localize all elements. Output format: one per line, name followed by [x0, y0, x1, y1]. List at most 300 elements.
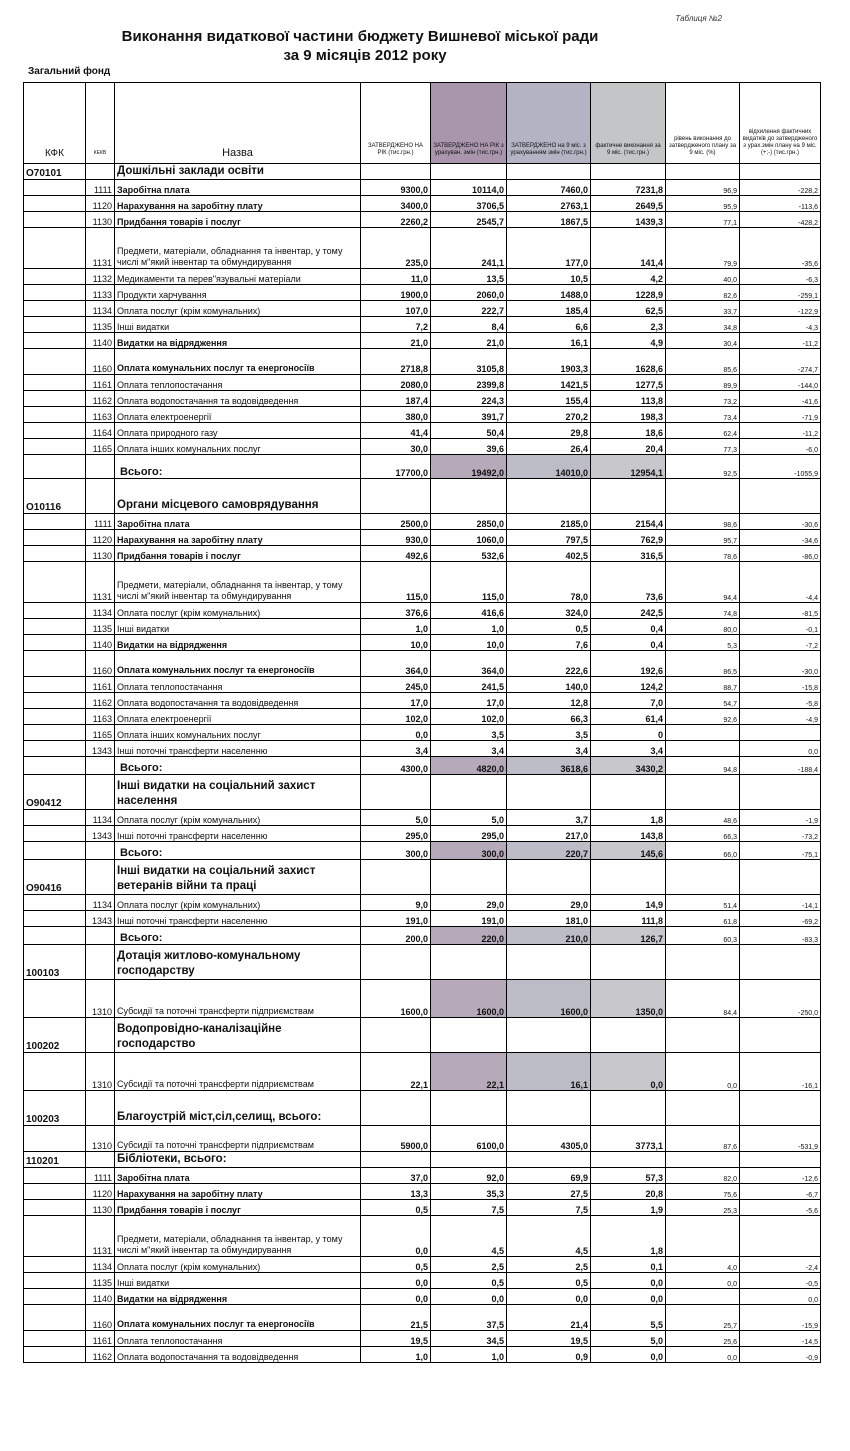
kfk-code	[24, 1200, 86, 1216]
kfk-code	[24, 1216, 86, 1257]
kekv-code: 1135	[86, 1273, 115, 1289]
cell-approved-year: 11,0	[361, 269, 431, 285]
cell-approved-year-changes: 7,5	[431, 1200, 507, 1216]
kekv-code: 1163	[86, 407, 115, 423]
group-row	[24, 860, 821, 895]
kekv-code: 1140	[86, 1289, 115, 1305]
cell-execution-pct: 51,4	[666, 895, 740, 911]
kekv-code: 1111	[86, 180, 115, 196]
document-title	[0, 27, 720, 65]
cell-approved-year-changes	[431, 1018, 507, 1053]
cell-approved-year: 3,4	[361, 741, 431, 757]
cell-execution-pct: 62,4	[666, 423, 740, 439]
kfk-code	[24, 455, 86, 479]
cell-approved-9m	[507, 1018, 591, 1053]
item-name: Оплата електроенергії	[115, 709, 361, 725]
cell-approved-year-changes	[431, 164, 507, 180]
cell-approved-year-changes: 0,5	[431, 1273, 507, 1289]
item-name: Предмети, матеріали, обладнання та інвентар, у тому числі м"який інвентар та обмундирування	[115, 1216, 361, 1257]
item-name: Оплата комунальних послуг та енергоносіїв	[115, 349, 361, 375]
cell-deviation	[740, 479, 821, 514]
cell-actual-9m	[591, 1152, 666, 1168]
group-row	[24, 1091, 821, 1126]
kekv-code: 1135	[86, 619, 115, 635]
cell-approved-9m: 185,4	[507, 301, 591, 317]
cell-deviation: -6,0	[740, 439, 821, 455]
kfk-code	[24, 693, 86, 709]
cell-approved-9m: 3,4	[507, 741, 591, 757]
cell-approved-year-changes	[431, 1091, 507, 1126]
kekv-code: 1160	[86, 651, 115, 677]
kekv-code: 1133	[86, 285, 115, 301]
cell-approved-year-changes: 391,7	[431, 407, 507, 423]
kfk-code	[24, 826, 86, 842]
cell-actual-9m: 4,2	[591, 269, 666, 285]
kfk-code	[24, 635, 86, 651]
table-row	[24, 228, 821, 269]
cell-execution-pct: 25,6	[666, 1331, 740, 1347]
table-row	[24, 546, 821, 562]
item-name: Видатки на відрядження	[115, 1289, 361, 1305]
cell-actual-9m	[591, 479, 666, 514]
item-name: Нарахування на заробітну плату	[115, 530, 361, 546]
cell-approved-9m: 7,5	[507, 1200, 591, 1216]
kfk-code	[24, 1168, 86, 1184]
cell-actual-9m: 1,8	[591, 810, 666, 826]
cell-approved-year-changes: 39,6	[431, 439, 507, 455]
cell-deviation: -14,5	[740, 1331, 821, 1347]
cell-approved-year: 2718,8	[361, 349, 431, 375]
kfk-code	[24, 1257, 86, 1273]
cell-approved-9m	[507, 479, 591, 514]
cell-execution-pct: 86,5	[666, 651, 740, 677]
table-row	[24, 677, 821, 693]
cell-actual-9m: 14,9	[591, 895, 666, 911]
total-label: Всього:	[115, 757, 361, 775]
cell-approved-year: 9,0	[361, 895, 431, 911]
item-name: Субсидії та поточні трансферти підприємствам	[115, 1053, 361, 1091]
kfk-code	[24, 619, 86, 635]
kekv-code: 1140	[86, 333, 115, 349]
cell-approved-year-changes: 19492,0	[431, 455, 507, 479]
kfk-code	[24, 180, 86, 196]
cell-execution-pct: 96,9	[666, 180, 740, 196]
cell-approved-year: 17,0	[361, 693, 431, 709]
cell-execution-pct	[666, 1018, 740, 1053]
kfk-code	[24, 677, 86, 693]
cell-approved-year: 300,0	[361, 842, 431, 860]
cell-deviation: -15,8	[740, 677, 821, 693]
kekv-code: 1160	[86, 349, 115, 375]
table-row	[24, 741, 821, 757]
cell-actual-9m: 2,3	[591, 317, 666, 333]
cell-approved-9m: 0,5	[507, 1273, 591, 1289]
item-name: Інші видатки	[115, 317, 361, 333]
cell-actual-9m: 1,8	[591, 1216, 666, 1257]
item-name: Інші поточні трансферти населенню	[115, 826, 361, 842]
cell-approved-year: 19,5	[361, 1331, 431, 1347]
cell-actual-9m: 3430,2	[591, 757, 666, 775]
cell-approved-9m: 155,4	[507, 391, 591, 407]
cell-execution-pct	[666, 741, 740, 757]
cell-deviation	[740, 860, 821, 895]
cell-actual-9m	[591, 945, 666, 980]
cell-deviation	[740, 1216, 821, 1257]
group-name: Інші видатки на соціальний захист ветеранів війни та праці	[115, 860, 361, 895]
cell-approved-year: 10,0	[361, 635, 431, 651]
cell-approved-year: 30,0	[361, 439, 431, 455]
cell-deviation: 0,0	[740, 1289, 821, 1305]
table-row	[24, 439, 821, 455]
cell-approved-9m: 3,5	[507, 725, 591, 741]
kfk-code	[24, 375, 86, 391]
cell-deviation: -5,8	[740, 693, 821, 709]
cell-approved-9m: 2763,1	[507, 196, 591, 212]
cell-actual-9m: 3,4	[591, 741, 666, 757]
cell-execution-pct: 92,5	[666, 455, 740, 479]
table-row	[24, 349, 821, 375]
cell-execution-pct: 60,3	[666, 927, 740, 945]
col-approved-9m: ЗАТВЕРДЖЕНО на 9 міс. з урахуванням змін (тис.грн.)	[507, 83, 591, 164]
kfk-code	[24, 1184, 86, 1200]
cell-execution-pct: 75,6	[666, 1184, 740, 1200]
cell-execution-pct: 79,9	[666, 228, 740, 269]
cell-execution-pct: 33,7	[666, 301, 740, 317]
cell-approved-year: 0,5	[361, 1200, 431, 1216]
group-name: Бібліотеки, всього:	[115, 1152, 361, 1168]
cell-execution-pct: 95,9	[666, 196, 740, 212]
cell-approved-9m	[507, 860, 591, 895]
cell-deviation: -7,2	[740, 635, 821, 651]
cell-approved-year-changes: 22,1	[431, 1053, 507, 1091]
cell-approved-9m: 10,5	[507, 269, 591, 285]
cell-actual-9m: 0,4	[591, 635, 666, 651]
cell-actual-9m: 18,6	[591, 423, 666, 439]
cell-actual-9m: 242,5	[591, 603, 666, 619]
kfk-code	[24, 349, 86, 375]
cell-deviation: -12,6	[740, 1168, 821, 1184]
table-row	[24, 317, 821, 333]
cell-actual-9m	[591, 1018, 666, 1053]
group-row	[24, 1152, 821, 1168]
group-row	[24, 775, 821, 810]
cell-execution-pct: 4,0	[666, 1257, 740, 1273]
kfk-code	[24, 212, 86, 228]
cell-approved-9m: 270,2	[507, 407, 591, 423]
cell-approved-year-changes: 241,1	[431, 228, 507, 269]
cell-approved-year-changes: 3,5	[431, 725, 507, 741]
cell-actual-9m: 126,7	[591, 927, 666, 945]
item-name: Оплата водопостачання та водовідведення	[115, 1347, 361, 1363]
cell-actual-9m: 1277,5	[591, 375, 666, 391]
cell-deviation: -122,9	[740, 301, 821, 317]
cell-approved-9m	[507, 1152, 591, 1168]
cell-actual-9m: 20,8	[591, 1184, 666, 1200]
kekv-code: 1161	[86, 677, 115, 693]
kfk-code: 110201	[24, 1152, 86, 1168]
cell-approved-9m: 27,5	[507, 1184, 591, 1200]
cell-approved-year	[361, 945, 431, 980]
kfk-code	[24, 391, 86, 407]
cell-execution-pct: 80,0	[666, 619, 740, 635]
cell-approved-9m: 69,9	[507, 1168, 591, 1184]
cell-approved-year-changes: 115,0	[431, 562, 507, 603]
table-body	[24, 164, 821, 1363]
cell-approved-year: 235,0	[361, 228, 431, 269]
cell-approved-9m: 797,5	[507, 530, 591, 546]
cell-approved-9m: 12,8	[507, 693, 591, 709]
cell-deviation: -2,4	[740, 1257, 821, 1273]
col-kekv: КЕКВ	[86, 83, 115, 164]
cell-approved-9m: 222,6	[507, 651, 591, 677]
col-name: Назва	[115, 83, 361, 164]
item-name: Придбання товарів і послуг	[115, 212, 361, 228]
kfk-code	[24, 530, 86, 546]
cell-approved-9m	[507, 945, 591, 980]
kekv-code: 1134	[86, 895, 115, 911]
cell-approved-9m: 0,9	[507, 1347, 591, 1363]
table-row	[24, 826, 821, 842]
cell-execution-pct: 87,6	[666, 1126, 740, 1152]
cell-actual-9m: 145,6	[591, 842, 666, 860]
kekv-code: 1163	[86, 709, 115, 725]
item-name: Нарахування на заробітну плату	[115, 196, 361, 212]
col-deviation: відхилення фактичних видатків до затвердженого з урах.змін плану на 9 міс. (+;-) (тис.грн.)	[740, 83, 821, 164]
cell-actual-9m: 111,8	[591, 911, 666, 927]
cell-execution-pct: 5,3	[666, 635, 740, 651]
item-name: Заробітна плата	[115, 180, 361, 196]
cell-approved-9m: 177,0	[507, 228, 591, 269]
total-row	[24, 757, 821, 775]
cell-approved-year: 0,0	[361, 725, 431, 741]
cell-actual-9m: 0	[591, 725, 666, 741]
cell-approved-9m: 3,7	[507, 810, 591, 826]
cell-approved-9m: 21,4	[507, 1305, 591, 1331]
cell-approved-year: 0,0	[361, 1289, 431, 1305]
item-name: Інші поточні трансферти населенню	[115, 911, 361, 927]
table-row	[24, 562, 821, 603]
item-name: Оплата послуг (крім комунальних)	[115, 895, 361, 911]
kekv-code: 1140	[86, 635, 115, 651]
cell-approved-year: 115,0	[361, 562, 431, 603]
kekv-code: 1162	[86, 693, 115, 709]
total-row	[24, 455, 821, 479]
kekv-code	[86, 1152, 115, 1168]
cell-deviation: -14,1	[740, 895, 821, 911]
kfk-code	[24, 1289, 86, 1305]
cell-approved-year-changes: 295,0	[431, 826, 507, 842]
kekv-code: 1134	[86, 603, 115, 619]
item-name: Продукти харчування	[115, 285, 361, 301]
cell-actual-9m: 0,0	[591, 1347, 666, 1363]
cell-execution-pct: 61,8	[666, 911, 740, 927]
cell-approved-year: 0,0	[361, 1216, 431, 1257]
cell-actual-9m: 57,3	[591, 1168, 666, 1184]
kfk-code	[24, 1273, 86, 1289]
cell-execution-pct: 30,4	[666, 333, 740, 349]
table-row	[24, 391, 821, 407]
table-row	[24, 423, 821, 439]
cell-execution-pct: 0,0	[666, 1347, 740, 1363]
cell-approved-9m: 19,5	[507, 1331, 591, 1347]
cell-approved-year-changes: 6100,0	[431, 1126, 507, 1152]
kfk-code	[24, 1331, 86, 1347]
cell-actual-9m: 2649,5	[591, 196, 666, 212]
cell-deviation: -531,9	[740, 1126, 821, 1152]
cell-approved-year: 0,0	[361, 1273, 431, 1289]
cell-approved-year-changes: 2850,0	[431, 514, 507, 530]
item-name: Субсидії та поточні трансферти підприємствам	[115, 980, 361, 1018]
item-name: Предмети, матеріали, обладнання та інвентар, у тому числі м"який інвентар та обмундирування	[115, 228, 361, 269]
kfk-code	[24, 810, 86, 826]
cell-execution-pct: 40,0	[666, 269, 740, 285]
kfk-code	[24, 927, 86, 945]
cell-approved-year-changes: 4820,0	[431, 757, 507, 775]
table-row	[24, 1184, 821, 1200]
title-line-1: Виконання видаткової частини бюджету Вишневої міської ради	[121, 28, 599, 45]
cell-actual-9m: 2154,4	[591, 514, 666, 530]
item-name: Оплата природного газу	[115, 423, 361, 439]
cell-actual-9m: 1628,6	[591, 349, 666, 375]
cell-approved-year-changes: 300,0	[431, 842, 507, 860]
cell-actual-9m: 316,5	[591, 546, 666, 562]
cell-deviation	[740, 1018, 821, 1053]
table-row	[24, 196, 821, 212]
table-row	[24, 1126, 821, 1152]
cell-approved-year-changes: 3706,5	[431, 196, 507, 212]
cell-approved-year-changes	[431, 1152, 507, 1168]
cell-deviation: -83,3	[740, 927, 821, 945]
cell-approved-year-changes	[431, 945, 507, 980]
cell-approved-year	[361, 860, 431, 895]
kekv-code: 1161	[86, 375, 115, 391]
cell-execution-pct: 95,7	[666, 530, 740, 546]
cell-actual-9m: 62,5	[591, 301, 666, 317]
cell-execution-pct	[666, 479, 740, 514]
cell-actual-9m: 1439,3	[591, 212, 666, 228]
kfk-code	[24, 228, 86, 269]
cell-approved-year-changes: 224,3	[431, 391, 507, 407]
col-actual-9m: фактичне виконання за 9 міс. (тис.грн.)	[591, 83, 666, 164]
table-row	[24, 1168, 821, 1184]
cell-approved-year	[361, 775, 431, 810]
kfk-code	[24, 1305, 86, 1331]
table-row	[24, 1273, 821, 1289]
kekv-code: 1130	[86, 1200, 115, 1216]
item-name: Заробітна плата	[115, 1168, 361, 1184]
cell-actual-9m: 192,6	[591, 651, 666, 677]
item-name: Оплата комунальних послуг та енергоносіїв	[115, 1305, 361, 1331]
cell-actual-9m: 73,6	[591, 562, 666, 603]
cell-deviation: -4,4	[740, 562, 821, 603]
cell-approved-9m: 220,7	[507, 842, 591, 860]
item-name: Нарахування на заробітну плату	[115, 1184, 361, 1200]
cell-deviation: -113,6	[740, 196, 821, 212]
item-name: Інші видатки	[115, 619, 361, 635]
kekv-code: 1162	[86, 391, 115, 407]
cell-approved-year-changes: 1600,0	[431, 980, 507, 1018]
table-row	[24, 1331, 821, 1347]
cell-deviation: -0,1	[740, 619, 821, 635]
cell-approved-year	[361, 1018, 431, 1053]
cell-execution-pct	[666, 1289, 740, 1305]
cell-approved-year: 200,0	[361, 927, 431, 945]
cell-approved-year-changes: 29,0	[431, 895, 507, 911]
table-row	[24, 1347, 821, 1363]
table-row	[24, 1053, 821, 1091]
table-row	[24, 1257, 821, 1273]
cell-approved-year-changes: 1060,0	[431, 530, 507, 546]
table-row	[24, 619, 821, 635]
group-name: Дошкільні заклади освіти	[115, 164, 361, 180]
cell-deviation: -30,6	[740, 514, 821, 530]
cell-approved-year-changes: 532,6	[431, 546, 507, 562]
kfk-code	[24, 651, 86, 677]
cell-approved-9m: 1600,0	[507, 980, 591, 1018]
cell-approved-year-changes	[431, 860, 507, 895]
cell-approved-year: 245,0	[361, 677, 431, 693]
cell-deviation: -1,9	[740, 810, 821, 826]
total-label: Всього:	[115, 455, 361, 479]
kekv-code: 1131	[86, 228, 115, 269]
cell-execution-pct: 77,3	[666, 439, 740, 455]
cell-approved-year: 2260,2	[361, 212, 431, 228]
cell-approved-9m: 217,0	[507, 826, 591, 842]
cell-deviation: -0,5	[740, 1273, 821, 1289]
cell-approved-9m: 210,0	[507, 927, 591, 945]
cell-deviation	[740, 1152, 821, 1168]
cell-execution-pct: 78,6	[666, 546, 740, 562]
cell-actual-9m: 198,3	[591, 407, 666, 423]
cell-actual-9m: 0,0	[591, 1053, 666, 1091]
cell-execution-pct: 98,6	[666, 514, 740, 530]
table-row	[24, 269, 821, 285]
kekv-code: 1131	[86, 1216, 115, 1257]
cell-approved-year-changes: 416,6	[431, 603, 507, 619]
item-name: Оплата інших комунальних послуг	[115, 725, 361, 741]
cell-execution-pct: 88,7	[666, 677, 740, 693]
kekv-code: 1160	[86, 1305, 115, 1331]
cell-approved-year: 41,4	[361, 423, 431, 439]
cell-approved-9m: 1421,5	[507, 375, 591, 391]
cell-deviation: -11,2	[740, 333, 821, 349]
item-name: Заробітна плата	[115, 514, 361, 530]
item-name: Оплата теплопостачання	[115, 677, 361, 693]
item-name: Оплата послуг (крім комунальних)	[115, 810, 361, 826]
cell-approved-year	[361, 164, 431, 180]
cell-deviation: -4,9	[740, 709, 821, 725]
cell-approved-year-changes: 222,7	[431, 301, 507, 317]
item-name: Оплата послуг (крім комунальних)	[115, 603, 361, 619]
group-row	[24, 164, 821, 180]
cell-approved-year: 0,5	[361, 1257, 431, 1273]
cell-deviation: -6,3	[740, 269, 821, 285]
cell-approved-year: 37,0	[361, 1168, 431, 1184]
cell-approved-year: 102,0	[361, 709, 431, 725]
kfk-code	[24, 562, 86, 603]
cell-approved-year: 1,0	[361, 1347, 431, 1363]
kfk-code	[24, 725, 86, 741]
cell-approved-year-changes: 0,0	[431, 1289, 507, 1305]
cell-deviation: -1055,9	[740, 455, 821, 479]
cell-execution-pct: 0,0	[666, 1053, 740, 1091]
cell-approved-year-changes: 3105,8	[431, 349, 507, 375]
cell-actual-9m	[591, 860, 666, 895]
table-row	[24, 1289, 821, 1305]
cell-approved-year: 21,5	[361, 1305, 431, 1331]
cell-approved-year-changes: 92,0	[431, 1168, 507, 1184]
item-name: Медикаменти та перев"язувальні матеріали	[115, 269, 361, 285]
